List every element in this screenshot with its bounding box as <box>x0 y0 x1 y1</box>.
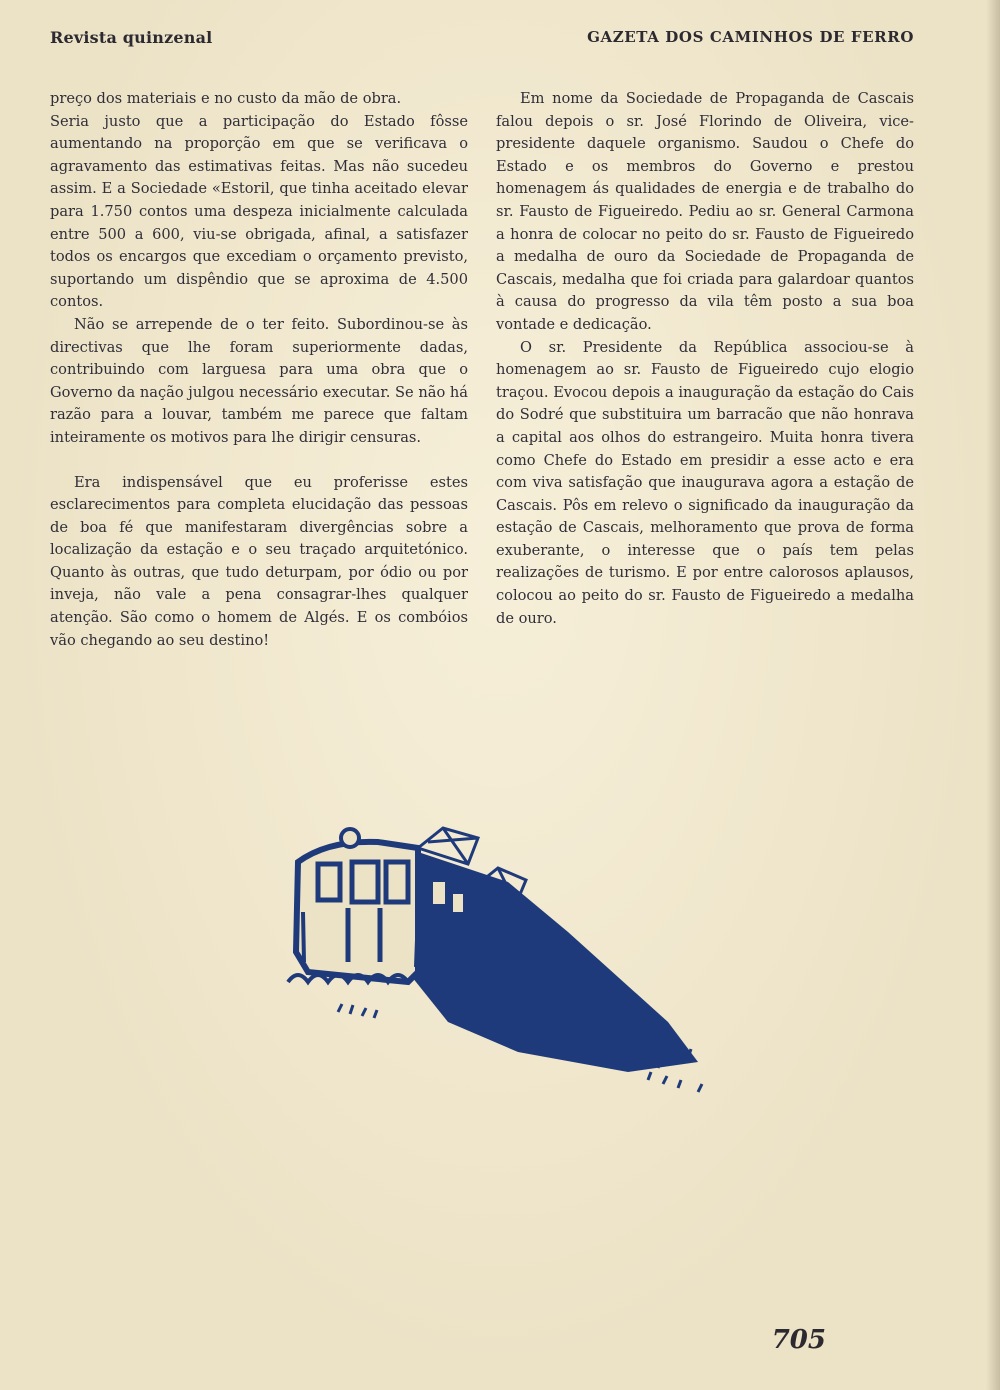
page-number: 705 <box>771 1325 826 1355</box>
running-header-right: GAZETA DOS CAMINHOS DE FERRO <box>587 28 914 46</box>
paragraph: O sr. Presidente da República associou-se à homenagem ao sr. Fausto de Figueiredo cujo elogio traçou. Evocou depois a inauguração da estação do Cais do Sodré que substituira um barracão que não honrava a capital aos olhos do estrangeiro. Muita honra tivera como Chefe do Estado em presidir a esse acto e era com viva satisfação que inaugurava agora a estação de Cascais. Pôs em relevo o significado da inauguração da estação de Cascais, melhoramento que prova de forma exuberante, o interesse que o país tem pelas realizações de turismo. E por entre calorosos aplausos, colocou ao peito do sr. Fausto de Figueiredo a medalha de ouro. <box>496 338 914 627</box>
running-header-left: Revista quinzenal <box>50 28 213 47</box>
paragraph: preço dos materiais e no custo da mão de obra. Seria justo que a participação do Estado fôsse aumentando na proporção em que se verificava o agravamento das estimativas feitas. Mas não sucedeu assim. E a Sociedade «Estoril, que tinha aceitado elevar para 1.750 contos uma despeza inicialmente calculada entre 500 a 600, viu-se obrigada, afinal, a satisfazer todos os encargos que excediam o orçamento previsto, suportando um dispêndio que se aproxima de 4.500 contos. <box>50 90 468 311</box>
right-text-column <box>496 88 914 630</box>
paragraph: Era indispensável que eu proferisse estes esclarecimentos para completa elucidação das pessoas de boa fé que manifestaram divergências sobre a localização da estação e o seu traçado arquitetónico. Quanto às outras, que tudo deturpam, por ódio ou por inveja, não vale a pena consagrar-lhes qualquer atenção. São como o homem de Algés. E os combóios vão chegando ao seu destino! <box>50 473 468 649</box>
page-edge-shadow <box>986 0 1000 1390</box>
electric-train-icon <box>268 822 718 1102</box>
paragraph: Não se arrepende de o ter feito. Subordinou-se às directivas que lhe foram superiormente dadas, contribuindo com larguesa para uma obra que o Governo da nação julgou necessário executar. Se não há razão para a louvar, também me parece que faltam inteiramente os motivos para lhe dirigir censuras. <box>50 315 468 446</box>
paragraph: Em nome da Sociedade de Propaganda de Cascais falou depois o sr. José Florindo de Oliveira, vice-presidente daquele organismo. Saudou o Chefe do Estado e os membros do Governo e prestou homenagem ás qualidades de energia e de trabalho do sr. Fausto de Figueiredo. Pediu ao sr. General Carmona a honra de colocar no peito do sr. Fausto de Figueiredo a medalha de ouro da Sociedade de Propaganda de Cascais, medalha que foi criada para galardoar quantos à causa do progresso da vila têm posto a sua boa vontade e dedicação. <box>496 90 914 333</box>
left-text-column <box>50 88 468 652</box>
